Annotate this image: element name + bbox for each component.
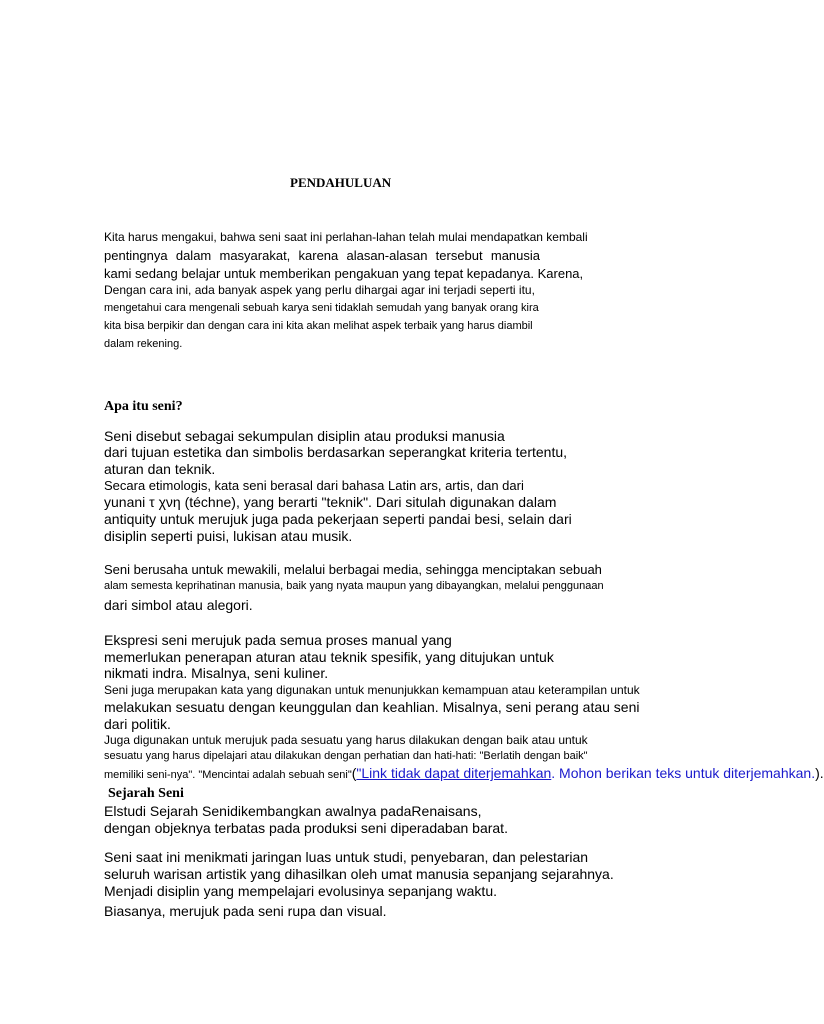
section1-line-7: disiplin seperti puisi, lukisan atau musik. xyxy=(104,528,353,544)
section1-line-18: sesuatu yang harus dipelajari atau dilakukan dengan perhatian dan hati-hati: "Berlatih dengan baik" xyxy=(104,750,588,762)
word: karena xyxy=(298,248,339,263)
section1-line-14: Seni juga merupakan kata yang digunakan untuk menunjukkan kemampuan atau keterampilan untuk xyxy=(104,683,640,697)
section-heading-sejarah-seni: Sejarah Seni xyxy=(108,786,184,801)
word: dalam xyxy=(175,248,212,263)
word: manusia xyxy=(490,248,540,263)
section2-line-1: Elstudi Sejarah Senidikembangkan awalnya padaRenaisans, xyxy=(104,803,482,819)
section2-line-2: dengan objeknya terbatas pada produksi seni diperadaban barat. xyxy=(104,820,508,836)
section1-line-4: Secara etimologis, kata seni berasal dari bahasa Latin ars, artis, dan dari xyxy=(104,478,524,493)
section1-line-10: dari simbol atau alegori. xyxy=(104,597,253,613)
section1-line-19: memiliki seni-nya". "Mencintai adalah sebuah seni" xyxy=(104,769,352,781)
section1-line-3: aturan dan teknik. xyxy=(104,461,216,477)
word: masyarakat, xyxy=(219,248,291,263)
page-title: PENDAHULUAN xyxy=(290,175,392,190)
link-notice-text: . Mohon berikan teks untuk diterjemahkan. xyxy=(551,765,816,781)
section1-line-8: Seni berusaha untuk mewakili, melalui berbagai media, sehingga menciptakan sebuah xyxy=(104,562,602,577)
intro-line-3: kami sedang belajar untuk memberikan pengakuan yang tepat kepadanya. Karena, xyxy=(104,266,584,281)
intro-line-7: dalam rekening. xyxy=(104,338,183,350)
section1-line-12: memerlukan penerapan aturan atau teknik spesifik, yang ditujukan untuk xyxy=(104,649,554,665)
section1-line-1: Seni disebut sebagai sekumpulan disiplin atau produksi manusia xyxy=(104,428,505,444)
intro-line-1: Kita harus mengakui, bahwa seni saat ini perlahan-lahan telah mulai mendapatkan kembali xyxy=(104,230,588,244)
section2-line-4: seluruh warisan artistik yang dihasilkan oleh umat manusia sepanjang sejarahnya. xyxy=(104,866,614,882)
word: alasan-alasan xyxy=(346,248,428,263)
section1-line-17: Juga digunakan untuk merujuk pada sesuatu yang harus dilakukan dengan baik atau untuk xyxy=(104,733,588,747)
untranslated-link[interactable]: "Link tidak dapat diterjemahkan xyxy=(356,765,552,781)
section1-line-2: dari tujuan estetika dan simbolis berdasarkan seperangkat kriteria tertentu, xyxy=(104,444,568,460)
section1-line-13: nikmati indra. Misalnya, seni kuliner. xyxy=(104,665,329,681)
intro-line-5: mengetahui cara mengenali sebuah karya seni tidaklah semudah yang banyak orang kira xyxy=(104,302,539,314)
section2-line-5: Menjadi disiplin yang mempelajari evolusinya sepanjang waktu. xyxy=(104,883,497,899)
section1-line-9: alam semesta keprihatinan manusia, baik yang nyata maupun yang dibayangkan, melalui penggunaan xyxy=(104,580,604,592)
section2-line-3: Seni saat ini menikmati jaringan luas untuk studi, penyebaran, dan pelestarian xyxy=(104,849,589,865)
link-open-paren: ( xyxy=(351,765,357,781)
word: tersebut xyxy=(435,248,483,263)
word: pentingnya xyxy=(104,248,168,263)
section-heading-apa-itu-seni: Apa itu seni? xyxy=(104,399,183,414)
section1-line-16: dari politik. xyxy=(104,716,171,732)
intro-line-6: kita bisa berpikir dan dengan cara ini kita akan melihat aspek terbaik yang harus diambil xyxy=(104,320,533,332)
section1-line-15: melakukan sesuatu dengan keunggulan dan keahlian. Misalnya, seni perang atau seni xyxy=(104,699,640,715)
intro-line-2 xyxy=(104,249,540,262)
link-close-paren: ). xyxy=(815,765,824,781)
section1-line-11: Ekspresi seni merujuk pada semua proses manual yang xyxy=(104,632,452,648)
section2-line-6: Biasanya, merujuk pada seni rupa dan visual. xyxy=(104,903,387,919)
section1-line-6: antiquity untuk merujuk juga pada pekerjaan seperti pandai besi, selain dari xyxy=(104,511,572,527)
intro-line-4: Dengan cara ini, ada banyak aspek yang perlu dihargai agar ini terjadi seperti itu, xyxy=(104,283,535,297)
section1-line-5: yunani τ χνη (téchne), yang berarti "teknik". Dari situlah digunakan dalam xyxy=(104,494,557,510)
section1-link-line xyxy=(104,766,824,782)
